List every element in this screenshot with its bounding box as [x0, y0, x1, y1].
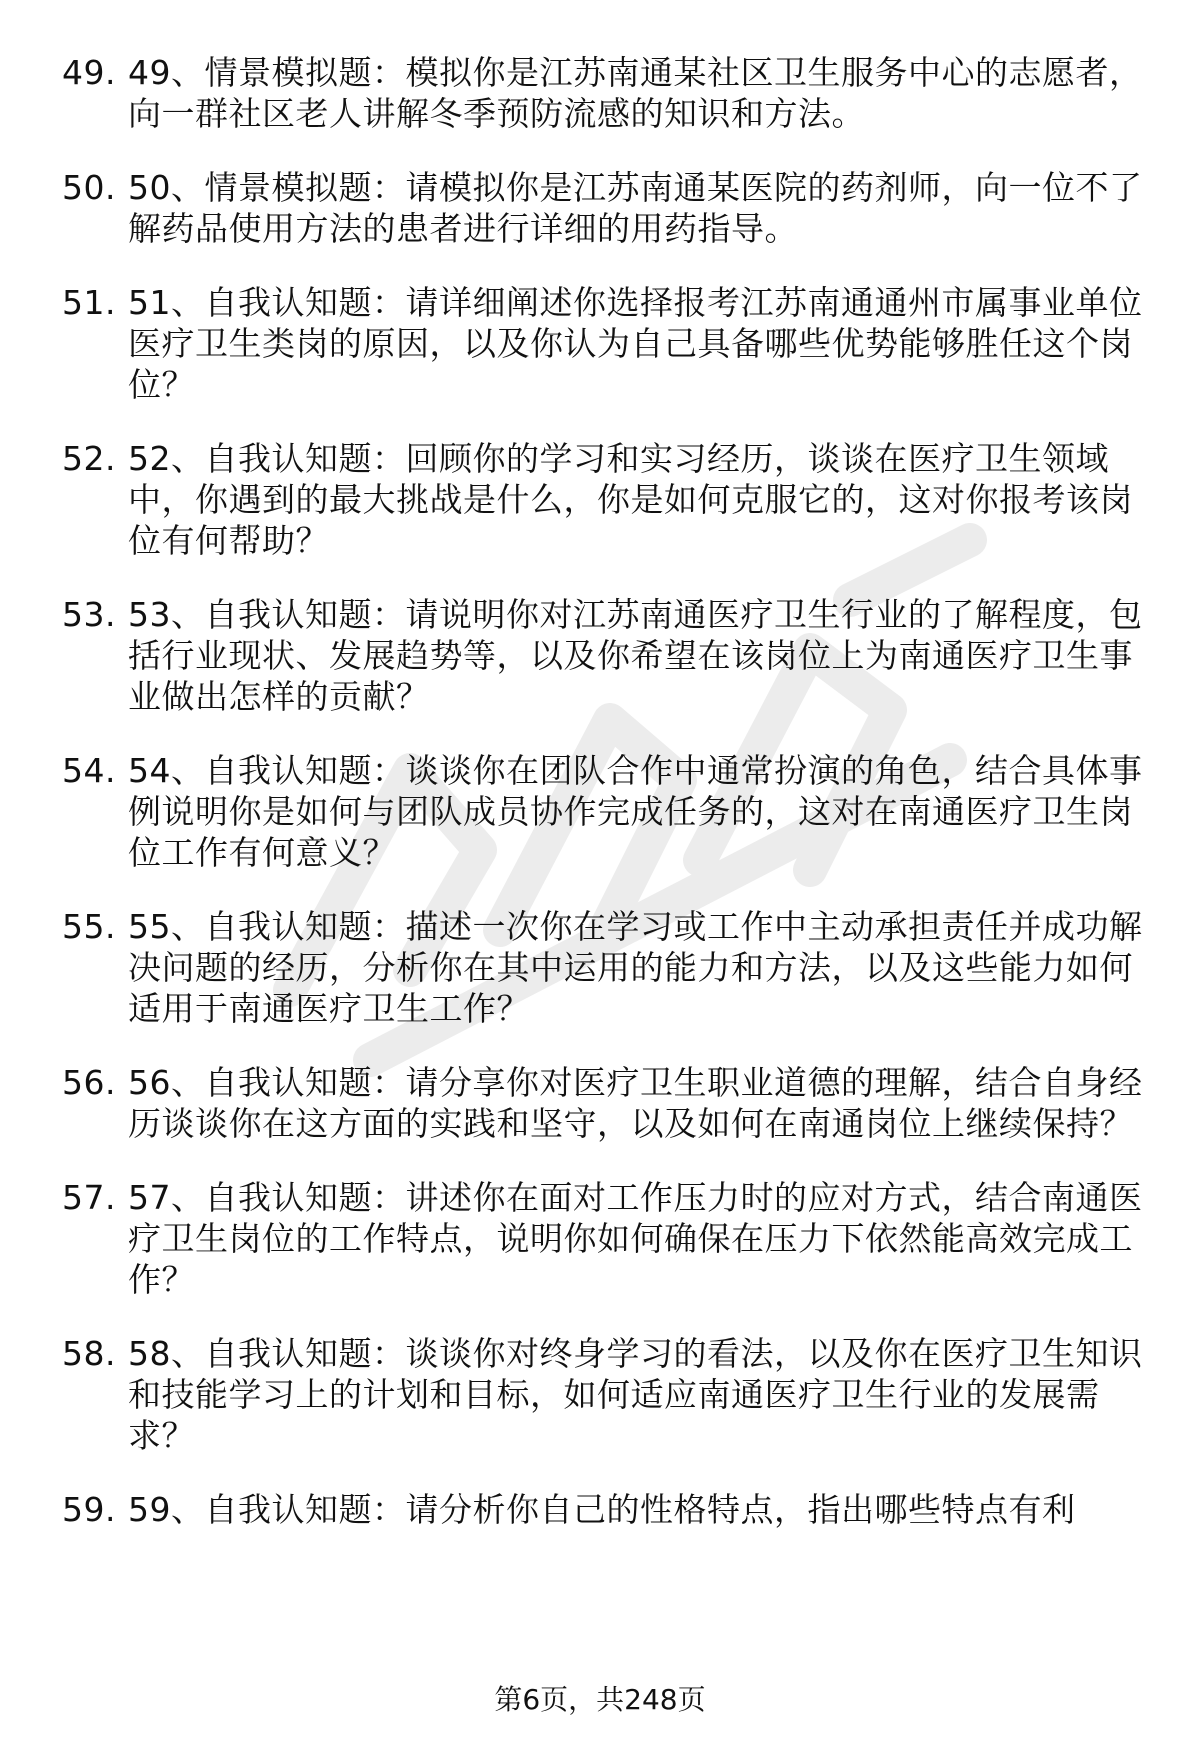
item-number: 50. — [62, 168, 116, 207]
list-item — [62, 438, 1152, 561]
list-item — [62, 1489, 1152, 1530]
question-list — [62, 52, 1152, 1563]
item-text: 52、自我认知题：回顾你的学习和实习经历，谈谈在医疗卫生领域中，你遇到的最大挑战是什么，你是如何克服它的，这对你报考该岗位有何帮助？ — [128, 439, 1133, 560]
list-item — [62, 594, 1152, 717]
item-text: 51、自我认知题：请详细阐述你选择报考江苏南通通州市属事业单位医疗卫生类岗的原因，以及你认为自己具备哪些优势能够胜任这个岗位？ — [128, 283, 1143, 404]
list-item — [62, 750, 1152, 873]
list-item — [62, 906, 1152, 1029]
item-number: 56. — [62, 1063, 116, 1102]
item-number: 58. — [62, 1334, 116, 1373]
item-text: 56、自我认知题：请分享你对医疗卫生职业道德的理解，结合自身经历谈谈你在这方面的实践和坚守，以及如何在南通岗位上继续保持？ — [128, 1063, 1143, 1143]
list-item — [62, 1333, 1152, 1456]
page-footer: 第6页，共248页 — [494, 1683, 706, 1716]
item-text: 53、自我认知题：请说明你对江苏南通医疗卫生行业的了解程度，包括行业现状、发展趋势等，以及你希望在该岗位上为南通医疗卫生事业做出怎样的贡献？ — [128, 595, 1143, 716]
item-text: 58、自我认知题：谈谈你对终身学习的看法，以及你在医疗卫生知识和技能学习上的计划和目标，如何适应南通医疗卫生行业的发展需求？ — [128, 1334, 1143, 1455]
item-number: 57. — [62, 1178, 116, 1217]
item-number: 51. — [62, 283, 116, 322]
list-item — [62, 1177, 1152, 1300]
list-item — [62, 282, 1152, 405]
item-text: 57、自我认知题：讲述你在面对工作压力时的应对方式，结合南通医疗卫生岗位的工作特点，说明你如何确保在压力下依然能高效完成工作？ — [128, 1178, 1143, 1299]
item-number: 54. — [62, 751, 116, 790]
item-number: 53. — [62, 595, 116, 634]
item-text: 54、自我认知题：谈谈你在团队合作中通常扮演的角色，结合具体事例说明你是如何与团队成员协作完成任务的，这对在南通医疗卫生岗位工作有何意义？ — [128, 751, 1143, 872]
item-text: 55、自我认知题：描述一次你在学习或工作中主动承担责任并成功解决问题的经历，分析你在其中运用的能力和方法，以及这些能力如何适用于南通医疗卫生工作？ — [128, 907, 1143, 1028]
list-item — [62, 1062, 1152, 1144]
item-text: 50、情景模拟题：请模拟你是江苏南通某医院的药剂师，向一位不了解药品使用方法的患者进行详细的用药指导。 — [128, 168, 1143, 248]
item-text: 49、情景模拟题：模拟你是江苏南通某社区卫生服务中心的志愿者，向一群社区老人讲解冬季预防流感的知识和方法。 — [128, 53, 1143, 133]
item-text: 59、自我认知题：请分析你自己的性格特点，指出哪些特点有利 — [128, 1490, 1076, 1529]
item-number: 55. — [62, 907, 116, 946]
item-number: 59. — [62, 1490, 116, 1529]
item-number: 49. — [62, 53, 116, 92]
list-item — [62, 167, 1152, 249]
item-number: 52. — [62, 439, 116, 478]
list-item — [62, 52, 1152, 134]
